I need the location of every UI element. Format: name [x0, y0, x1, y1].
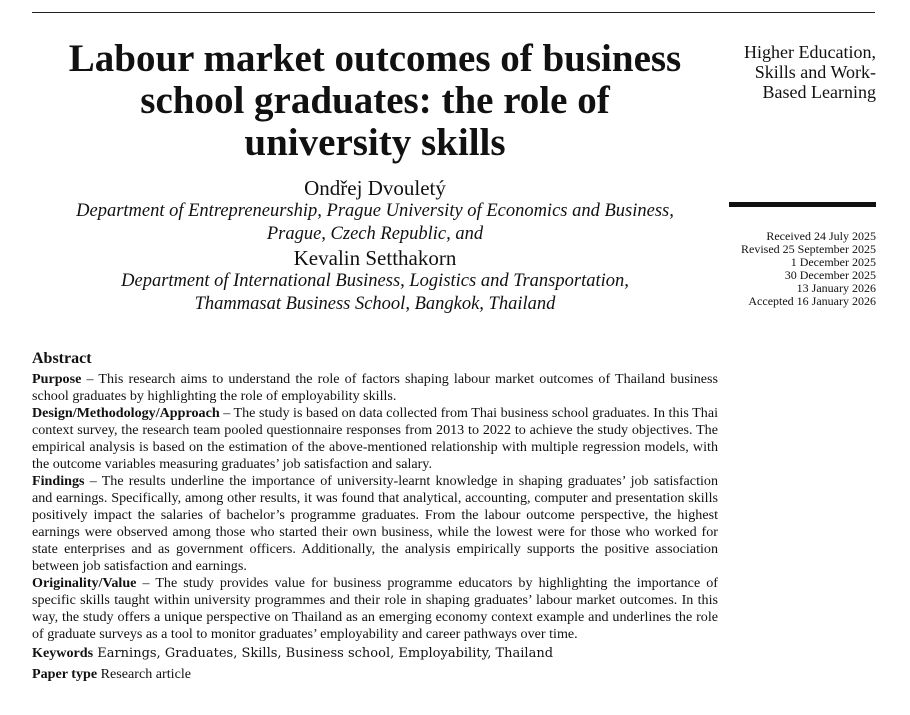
author-name: Kevalin Setthakorn — [293, 246, 457, 270]
section-text: – This research aims to understand the role of factors shaping labour market outcomes of Thailand business school graduates by highlighting the role of employability skills. — [32, 371, 718, 404]
section-label: Findings — [32, 473, 85, 489]
affiliation-line: Department of Entrepreneurship, Prague University of Economics and Business, — [76, 201, 674, 221]
keywords-label: Keywords — [32, 645, 94, 661]
abstract-purpose — [32, 371, 718, 405]
date-received: Received 24 July 2025 — [766, 229, 876, 243]
top-rule — [32, 12, 875, 13]
date-revised: 13 January 2026 — [796, 281, 876, 295]
journal-name — [712, 42, 876, 102]
paper-type — [32, 664, 718, 685]
paper-type-value: Research article — [97, 666, 192, 682]
affiliation-line: Thammasat Business School, Bangkok, Thailand — [194, 294, 556, 314]
title-line: university skills — [244, 121, 506, 164]
keywords-value: Earnings, Graduates, Skills, Business school, Employability, Thailand — [93, 646, 554, 661]
author-affiliation — [32, 200, 718, 246]
date-revised: Revised 25 September 2025 — [741, 242, 876, 256]
journal-name-line: Skills and Work- — [754, 62, 876, 82]
abstract-heading: Abstract — [32, 350, 92, 367]
journal-name-line: Based Learning — [762, 82, 876, 102]
section-text: – The results underline the importance of university-learnt knowledge in shaping graduates’ job satisfaction and earnings. Specifically, among other results, it was found that analytical, accounting, computer and presentation skills positively impact the salaries of bachelor’s programme graduates. From the labour outcome perspective, the highest earnings were observed among those who started their own business, while the lowest were for those who worked for state enterprises and as government officers. Additionally, the analysis empirically supports the positive association between job satisfaction and earnings. — [32, 473, 718, 574]
abstract — [32, 349, 718, 685]
date-revised: 30 December 2025 — [784, 268, 876, 282]
journal-name-line: Higher Education, — [744, 42, 876, 62]
abstract-findings — [32, 473, 718, 575]
journal-rule — [729, 202, 876, 207]
date-revised: 1 December 2025 — [790, 255, 876, 269]
section-label: Originality/Value — [32, 575, 137, 591]
section-label: Purpose — [32, 371, 82, 387]
affiliation-line: Prague, Czech Republic, and — [266, 224, 484, 244]
keywords — [32, 643, 718, 664]
section-text: – The study provides value for business programme educators by highlighting the importance of specific skills taught within university programmes and their role in shaping graduates’ labour market outcomes. In this way, the study offers a unique perspective on Thailand as an emerging economy context example and underlines the role of graduate surveys as a tool to monitor graduates’ employability and career pathways over time. — [32, 575, 718, 642]
abstract-originality — [32, 575, 718, 643]
submission-dates — [712, 230, 876, 308]
abstract-design — [32, 405, 718, 473]
author-block — [32, 176, 718, 316]
date-accepted: Accepted 16 January 2026 — [748, 294, 876, 308]
section-label: Design/Methodology/Approach — [32, 405, 220, 421]
affiliation-line: Department of International Business, Logistics and Transportation, — [121, 271, 629, 291]
section-text: – The study is based on data collected from Thai business school graduates. In this Thai context survey, the research team pooled questionnaire responses from 2013 to 2022 to achieve the study objectives. The empirical analysis is based on the estimation of the above-mentioned relationship with multiple regression models, with the outcome variables measuring graduates’ job satisfaction and salary. — [32, 405, 718, 472]
author-name: Ondřej Dvouletý — [304, 176, 446, 200]
paper-type-label: Paper type — [32, 666, 98, 682]
article-title — [32, 38, 718, 164]
author-affiliation — [32, 270, 718, 316]
title-line: school graduates: the role of — [140, 79, 610, 122]
title-line: Labour market outcomes of business — [68, 37, 682, 80]
